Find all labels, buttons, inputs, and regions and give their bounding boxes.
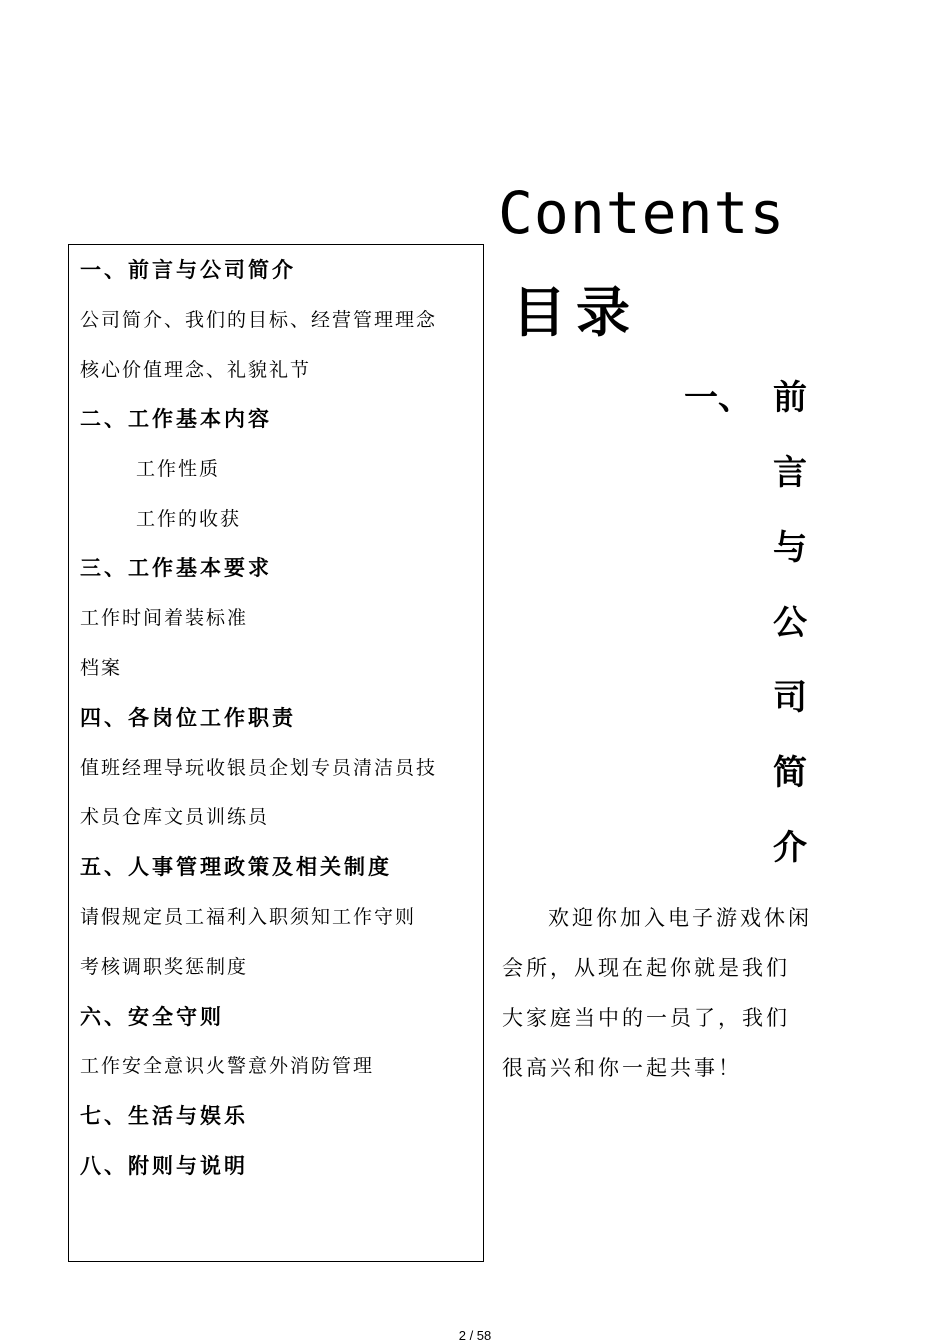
page-number: 2 / 58 [458, 1328, 492, 1343]
toc-item: 工作性质 [136, 458, 221, 480]
toc-item: 工作安全意识火警意外消防管理 [80, 1055, 375, 1077]
section-title-char: 与 [773, 528, 807, 568]
toc-heading: 四、各岗位工作职责 [80, 705, 296, 730]
toc-item: 术员仓库文员训练员 [80, 806, 270, 828]
toc-item: 请假规定员工福利入职须知工作守则 [80, 906, 417, 928]
section-title-char: 简 [773, 753, 807, 793]
section-number: 一、 [684, 378, 752, 418]
table-of-contents-box [68, 244, 484, 1262]
toc-heading: 三、工作基本要求 [80, 555, 272, 580]
title-english: Contents [498, 179, 786, 247]
toc-item: 考核调职奖惩制度 [80, 956, 249, 978]
toc-item: 工作的收获 [136, 508, 242, 530]
toc-item: 档案 [80, 657, 123, 679]
toc-heading: 六、安全守则 [80, 1004, 224, 1029]
section-title-char: 前 [773, 378, 807, 418]
toc-heading: 二、工作基本内容 [80, 406, 272, 431]
section-title-char: 公 [773, 603, 807, 643]
welcome-paragraph: 欢迎你加入电子游戏休闲会所，从现在起你就是我们大家庭当中的一员了，我们很高兴和你一起共事！ [502, 906, 812, 1080]
toc-heading: 七、生活与娱乐 [80, 1103, 248, 1128]
section-title-char: 司 [773, 678, 807, 718]
toc-item: 公司简介、我们的目标、经营管理理念 [80, 309, 438, 331]
toc-heading: 五、人事管理政策及相关制度 [80, 854, 392, 879]
title-chinese: 目录 [512, 280, 640, 344]
section-title-char: 言 [773, 453, 807, 493]
toc-item: 核心价值理念、礼貌礼节 [80, 359, 312, 381]
toc-heading: 八、附则与说明 [80, 1153, 248, 1178]
toc-item: 值班经理导玩收银员企划专员清洁员技 [80, 757, 438, 779]
toc-heading: 一、前言与公司简介 [80, 257, 296, 282]
toc-item: 工作时间着装标准 [80, 607, 249, 629]
section-title-char: 介 [773, 828, 807, 868]
